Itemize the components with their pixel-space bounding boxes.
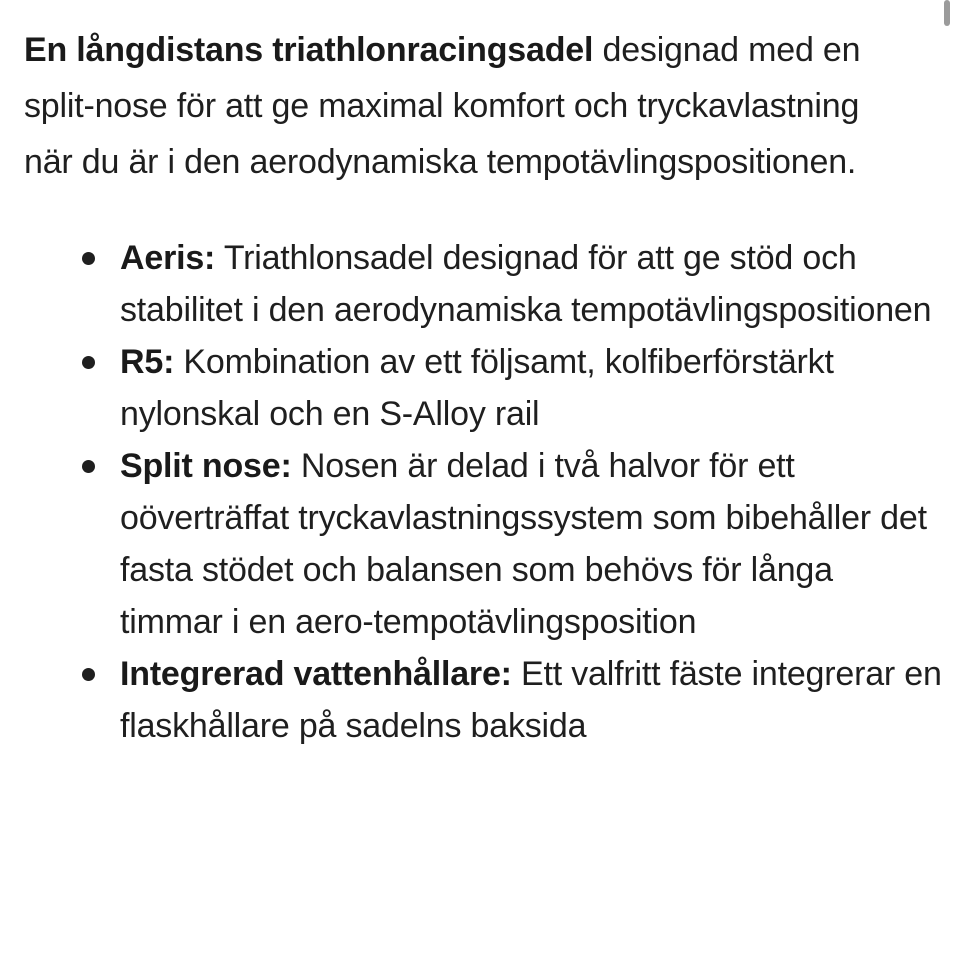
list-item <box>24 440 944 648</box>
scrollbar[interactable] <box>944 0 950 26</box>
bullet-icon <box>82 356 95 369</box>
bullet-icon <box>82 460 95 473</box>
product-description <box>24 22 944 752</box>
bullet-icon <box>82 668 95 681</box>
list-item <box>24 336 944 440</box>
list-item <box>24 648 944 752</box>
feature-title: R5: <box>120 343 175 381</box>
feature-title: Integrerad vattenhållare: <box>120 655 512 693</box>
intro-text: designad med en split-nose för att ge maximal komfort och tryckavlastning när du är i den aerodynamiska tempotävlingspositionen. <box>24 31 861 181</box>
feature-text: Nosen är delad i två halvor för ett oöverträffat tryckavlastningssystem som bibehåller det fasta stödet och balansen som behövs för långa timmar i en aero-tempotävlingsposition <box>120 447 927 641</box>
bullet-icon <box>82 252 95 265</box>
feature-title: Aeris: <box>120 239 216 277</box>
list-item <box>24 232 944 336</box>
feature-text: Ett valfritt fäste integrerar en flaskhållare på sadelns baksida <box>120 655 942 745</box>
intro-paragraph <box>24 22 884 190</box>
feature-title: Split nose: <box>120 447 292 485</box>
feature-list <box>24 232 944 752</box>
feature-text: Kombination av ett följsamt, kolfiberförstärkt nylonskal och en S-Alloy rail <box>120 343 834 433</box>
intro-bold: En långdistans triathlonracingsadel <box>24 31 594 69</box>
feature-text: Triathlonsadel designad för att ge stöd och stabilitet i den aerodynamiska tempotävlingspositionen <box>120 239 932 329</box>
